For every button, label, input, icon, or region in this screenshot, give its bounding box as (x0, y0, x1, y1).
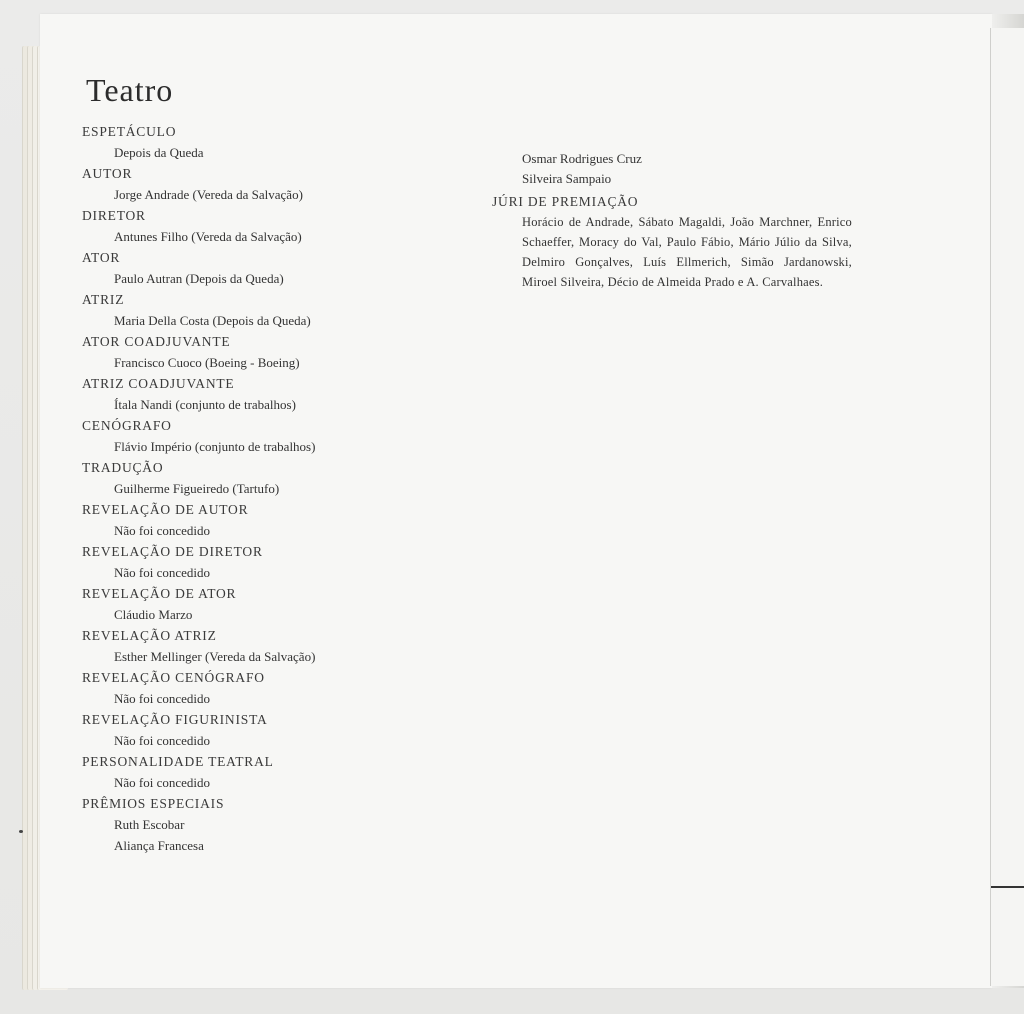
winner-name: Aliança Francesa (114, 838, 204, 853)
award-category: PERSONALIDADE TEATRAL (82, 754, 274, 769)
award-entry (82, 457, 422, 499)
award-category: REVELAÇÃO DE AUTOR (82, 502, 249, 517)
winner-name: Paulo Autran (Depois da Queda) (114, 271, 284, 286)
awards-list-right (492, 149, 852, 292)
winner-name: Não foi concedido (114, 775, 211, 790)
award-category: REVELAÇÃO FIGURINISTA (82, 712, 268, 727)
winner-name: Não foi concedido (114, 523, 211, 538)
award-category: PRÊMIOS ESPECIAIS (82, 796, 225, 811)
winner-name: Flávio Império (conjunto de trabalhos) (114, 439, 316, 454)
award-entry (82, 793, 422, 856)
winner-name: Osmar Rodrigues Cruz (522, 151, 642, 166)
winner-name: Maria Della Costa (Depois da Queda) (114, 313, 311, 328)
award-category: REVELAÇÃO DE ATOR (82, 586, 237, 601)
winner-name: Francisco Cuoco (Boeing - Boeing) (114, 355, 300, 370)
winner-name: Não foi concedido (114, 733, 211, 748)
winner-name: Não foi concedido (114, 565, 211, 580)
award-entry (82, 583, 422, 625)
award-category: TRADUÇÃO (82, 460, 164, 475)
winner-name: Ruth Escobar (114, 817, 185, 832)
award-category: ATOR COADJUVANTE (82, 334, 231, 349)
award-category: ATRIZ COADJUVANTE (82, 376, 235, 391)
award-category: REVELAÇÃO ATRIZ (82, 628, 217, 643)
award-entry (82, 625, 422, 667)
awards-list-left (82, 121, 422, 856)
next-page-rule (991, 886, 1024, 888)
award-entry (82, 499, 422, 541)
winner-name: Depois da Queda (114, 145, 204, 160)
award-category: AUTOR (82, 166, 133, 181)
winner-name: Silveira Sampaio (522, 171, 612, 186)
winner-name: Esther Mellinger (Vereda da Salvação) (114, 649, 316, 664)
next-page-edge (990, 28, 1024, 986)
award-entry (82, 247, 422, 289)
award-entry (82, 667, 422, 709)
award-entry (82, 331, 422, 373)
award-category: ATOR (82, 250, 121, 265)
award-category: DIRETOR (82, 208, 146, 223)
award-entry (82, 751, 422, 793)
award-category: ESPETÁCULO (82, 124, 177, 139)
award-category: JÚRI DE PREMIAÇÃO (492, 194, 639, 209)
jury-members: Horácio de Andrade, Sábato Magaldi, João Marchner, Enrico Schaeffer, Moracy do Val, Paulo Fábio, Mário Júlio da Silva, Delmiro Gonçalves, Luís Ellmerich, Simão Jardanowski, Miroel Silveira, Décio de Almeida Prado e A. Carvalhaes. (522, 215, 852, 289)
winner-name: Guilherme Figueiredo (Tartufo) (114, 481, 280, 496)
award-entry (82, 289, 422, 331)
award-category: ATRIZ (82, 292, 125, 307)
winner-name: Jorge Andrade (Vereda da Salvação) (114, 187, 303, 202)
award-category: REVELAÇÃO DE DIRETOR (82, 544, 263, 559)
page-title: Teatro (86, 72, 174, 108)
winner-name: Antunes Filho (Vereda da Salvação) (114, 229, 302, 244)
award-entry (82, 415, 422, 457)
award-entry (82, 373, 422, 415)
winner-name: Ítala Nandi (conjunto de trabalhos) (114, 397, 296, 412)
award-entry (82, 205, 422, 247)
award-entry (82, 709, 422, 751)
award-category: REVELAÇÃO CENÓGRAFO (82, 670, 265, 685)
award-entry (82, 163, 422, 205)
winner-name: Não foi concedido (114, 691, 211, 706)
award-entry (82, 541, 422, 583)
award-entry (82, 121, 422, 163)
dust-speck (19, 830, 23, 833)
winner-name: Cláudio Marzo (114, 607, 193, 622)
award-category: CENÓGRAFO (82, 418, 172, 433)
